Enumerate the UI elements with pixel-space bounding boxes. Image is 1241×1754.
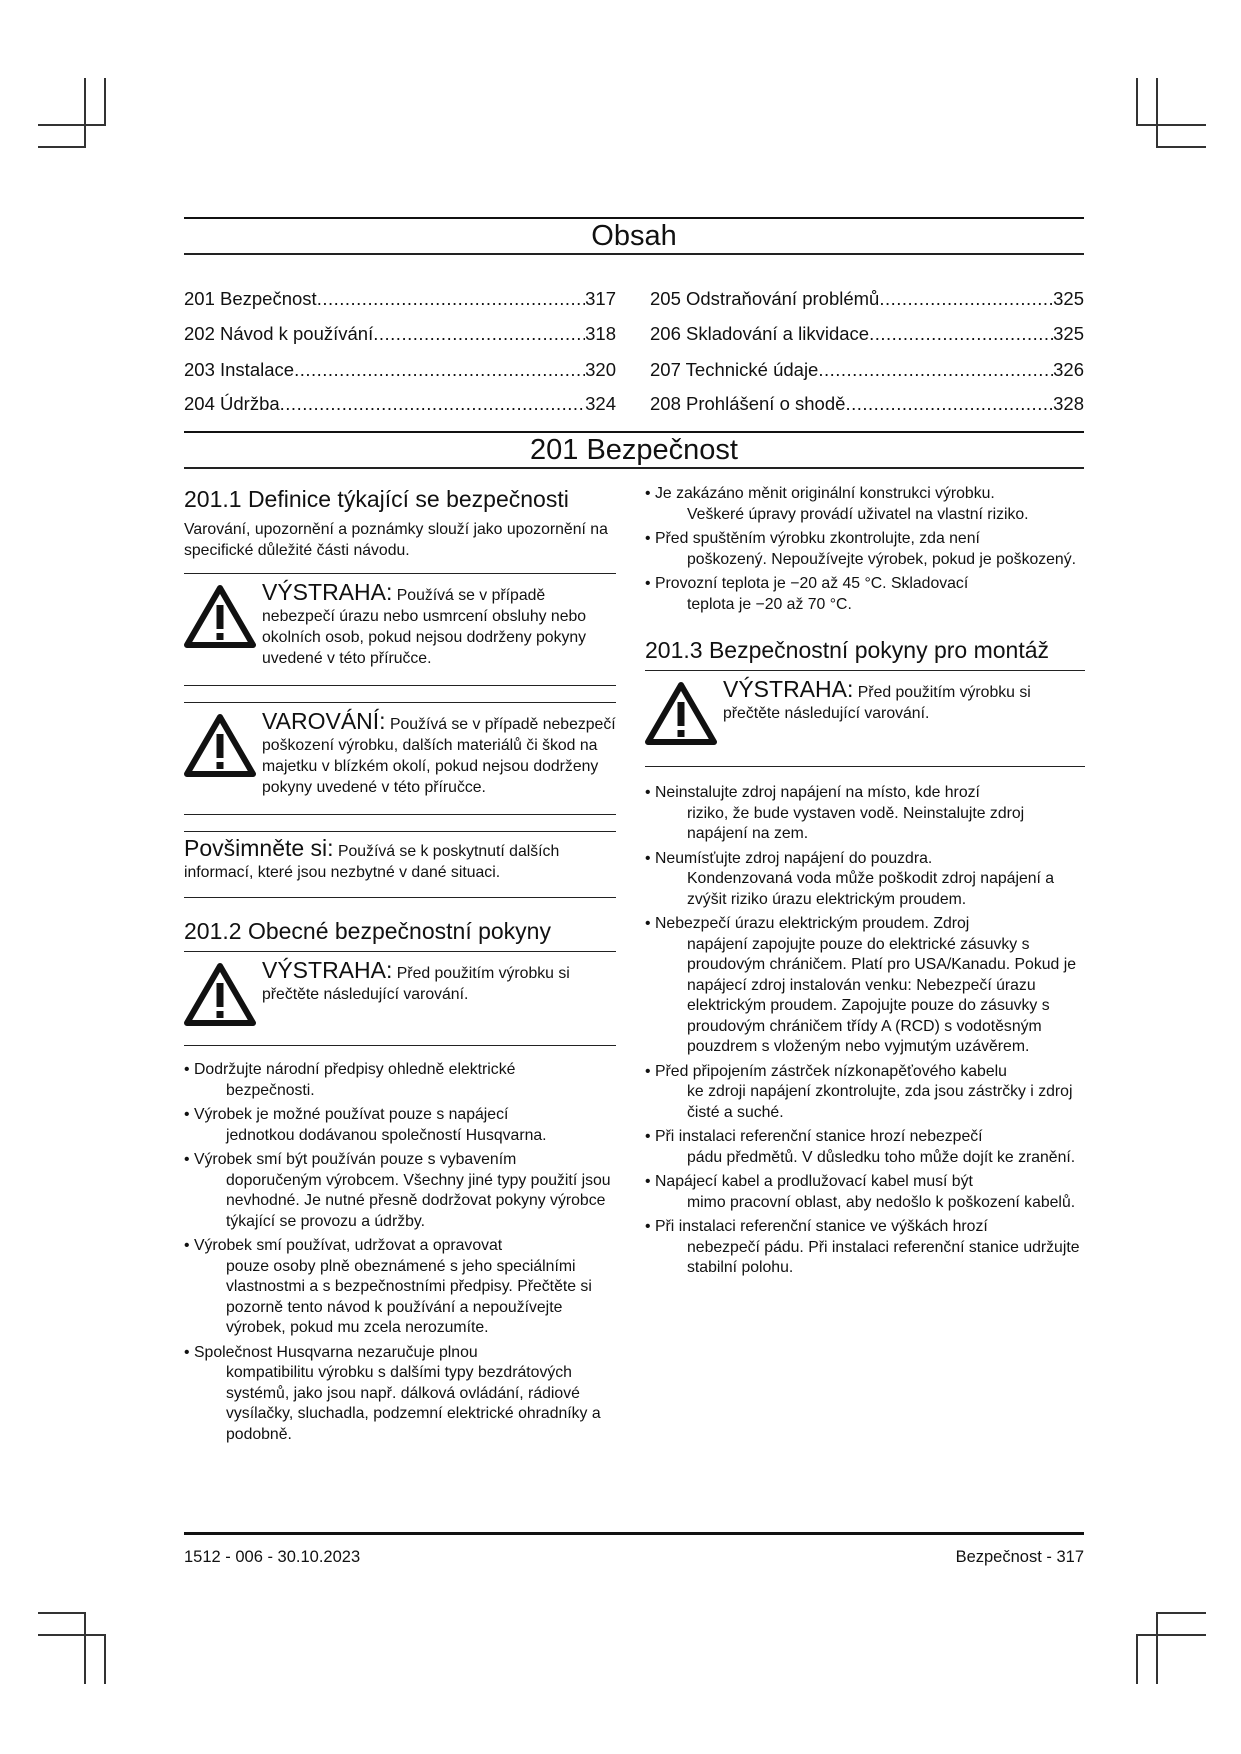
- note-notice: [184, 831, 616, 898]
- section-intro: Varování, upozornění a poznámky slouží jako upozornění na specifické důležité části návodu.: [184, 521, 608, 559]
- list-item: • Dodržujte národní předpisy ohledně elektrické bezpečnosti.: [184, 1060, 616, 1101]
- footer-page-label: Bezpečnost - 317: [955, 1548, 1084, 1566]
- warning-triangle-icon: [184, 960, 262, 1033]
- list-item: • Nebezpečí úrazu elektrickým proudem. Zdroj napájení zapojujte pouze do elektrické zásuvky s proudovým chráničem. Platí pro USA/Kanadu. Pokud je napájecí zdroj instalován venku: Nebezpečí úrazu elektrickým proudem. Zapojujte pouze do zásuvky s proudovým chráničem třídy A (RCD) s vodotěsným pouzdrem s vloženým nebo vyjmutým uzávěrem.: [645, 914, 1085, 1058]
- toc-entry-page: 326: [1053, 359, 1084, 380]
- chapter-top-rule: [184, 431, 1084, 433]
- toc-entry[interactable]: [650, 288, 1084, 310]
- list-item: • Je zakázáno měnit originální konstrukci výrobku. Veškeré úpravy provádí uživatel na vlastní riziko.: [645, 484, 1085, 525]
- warning-text: Před použitím výrobku si přečtěte následující varování.: [262, 965, 570, 1003]
- general-safety-list: [184, 1060, 616, 1445]
- toc-entry[interactable]: [650, 359, 1084, 381]
- toc-title: Obsah: [591, 220, 677, 252]
- installation-safety-list: [645, 783, 1085, 1279]
- section-title-201-1: 201.1 Definice týkající se bezpečnosti: [184, 486, 569, 512]
- list-item: • Napájecí kabel a prodlužovací kabel musí být mimo pracovní oblast, aby nedošlo k poškození kabelů.: [645, 1172, 1085, 1213]
- list-item: • Před připojením zástrček nízkonapěťového kabelu ke zdroji napájení zkontrolujte, zda jsou zástrčky i zdroj čisté a suché.: [645, 1062, 1085, 1124]
- section-title-201-3: 201.3 Bezpečnostní pokyny pro montáž: [645, 637, 1050, 663]
- list-item: • Před spuštěním výrobku zkontrolujte, zda není poškozený. Nepoužívejte výrobek, pokud je poškozený.: [645, 529, 1085, 570]
- list-item: • Výrobek smí používat, udržovat a opravovat pouze osoby plně obeznámené s jeho speciálními vlastnostmi a s bezpečnostními předpisy. Přečtěte si pozorně tento návod k používání a nepoužívejte výrobek, pokud mu zcela nerozumíte.: [184, 1236, 616, 1339]
- warning-triangle-icon: [645, 679, 723, 752]
- chapter-title-rule: [184, 467, 1084, 469]
- list-item: • Výrobek smí být používán pouze s vybavením doporučeným výrobcem. Všechny jiné typy použití jsou nevhodné. Je nutné přesně dodržovat pokyny výrobce týkající se provozu a údržby.: [184, 1150, 616, 1232]
- warning-text: Používá se v případě nebezpečí úrazu nebo usmrcení obsluhy nebo okolních osob, pokud nejsou dodrženy pokyny uvedené v této příručce.: [262, 587, 587, 667]
- note-keyword: Povšimněte si:: [184, 835, 334, 861]
- toc-entry-page: 328: [1053, 393, 1084, 414]
- warning-text: Před použitím výrobku si přečtěte následující varování.: [723, 684, 1031, 722]
- toc-entry-label: 203 Instalace: [184, 359, 295, 380]
- warning-notice: [645, 670, 1085, 767]
- toc-entry-label: 205 Odstraňování problémů: [650, 288, 880, 309]
- toc-top-rule: [184, 217, 1084, 219]
- left-column: [184, 478, 616, 1449]
- warning-keyword: VÝSTRAHA:: [723, 676, 854, 702]
- section-title-201-2: 201.2 Obecné bezpečnostní pokyny: [184, 918, 551, 944]
- warning-triangle-icon: [184, 711, 262, 798]
- toc-title-rule: [184, 253, 1084, 255]
- toc-entry-label: 208 Prohlášení o shodě: [650, 393, 846, 414]
- list-item: • Výrobek je možné používat pouze s napájecí jednotkou dodávanou společností Husqvarna.: [184, 1105, 616, 1146]
- warning-notice: [184, 573, 616, 686]
- list-item: • Neumísťujte zdroj napájení do pouzdra. Kondenzovaná voda může poškodit zdroj napájení a zvýšit riziko úrazu elektrickým proudem.: [645, 849, 1085, 911]
- general-safety-list-continued: [645, 484, 1085, 615]
- warning-notice: [184, 951, 616, 1046]
- caution-notice: [184, 702, 616, 815]
- toc-entry-label: 206 Skladování a likvidace: [650, 323, 870, 344]
- toc-entry[interactable]: [184, 323, 616, 345]
- warning-triangle-icon: [184, 582, 262, 669]
- caution-text: Používá se v případě nebezpečí poškození výrobku, dalších materiálů či škod na majetku v blízkém okolí, pokud nejsou dodrženy pokyny uvedené v této příručce.: [262, 716, 616, 796]
- toc-entry-page: 325: [1053, 323, 1084, 344]
- toc-entry[interactable]: [184, 359, 616, 381]
- list-item: • Společnost Husqvarna nezaručuje plnou kompatibilitu výrobku s dalšími typy bezdrátových systémů, jako jsou např. dálková ovládání, rádiové vysílačky, sluchadla, podzemní elektrické ohradníky a podobně.: [184, 1343, 616, 1446]
- toc-entry-page: 320: [585, 359, 616, 380]
- warning-keyword: VÝSTRAHA:: [262, 579, 393, 605]
- toc-entry[interactable]: [650, 393, 1084, 415]
- toc-entry-label: 202 Návod k používání: [184, 323, 374, 344]
- footer-doc-id: 1512 - 006 - 30.10.2023: [184, 1548, 361, 1566]
- toc-entry[interactable]: [650, 323, 1084, 345]
- toc-entry-page: 325: [1053, 288, 1084, 309]
- toc-entry-label: 201 Bezpečnost: [184, 288, 317, 309]
- warning-keyword: VÝSTRAHA:: [262, 957, 393, 983]
- footer-rule: [184, 1532, 1084, 1535]
- toc-entry-page: 318: [585, 323, 616, 344]
- caution-keyword: VAROVÁNÍ:: [262, 708, 386, 734]
- list-item: • Při instalaci referenční stanice ve výškách hrozí nebezpečí pádu. Při instalaci referenční stanice udržujte stabilní polohu.: [645, 1217, 1085, 1279]
- toc-entry-label: 207 Technické údaje: [650, 359, 819, 380]
- toc-entry-label: 204 Údržba: [184, 393, 280, 414]
- toc-entry-page: 317: [585, 288, 616, 309]
- list-item: • Neinstalujte zdroj napájení na místo, kde hrozí riziko, že bude vystaven vodě. Neinstalujte zdroj napájení na zem.: [645, 783, 1085, 845]
- chapter-title: 201 Bezpečnost: [530, 434, 738, 466]
- toc-entry-page: 324: [585, 393, 616, 414]
- toc-entry[interactable]: [184, 288, 616, 310]
- note-text: Používá se k poskytnutí dalších informací, které jsou nezbytné v dané situaci.: [184, 843, 560, 881]
- toc-entry[interactable]: [184, 393, 616, 415]
- list-item: • Provozní teplota je −20 až 45 °C. Skladovací teplota je −20 až 70 °C.: [645, 574, 1085, 615]
- list-item: • Při instalaci referenční stanice hrozí nebezpečí pádu předmětů. V důsledku toho může dojít ke zranění.: [645, 1127, 1085, 1168]
- right-column: [645, 484, 1085, 1283]
